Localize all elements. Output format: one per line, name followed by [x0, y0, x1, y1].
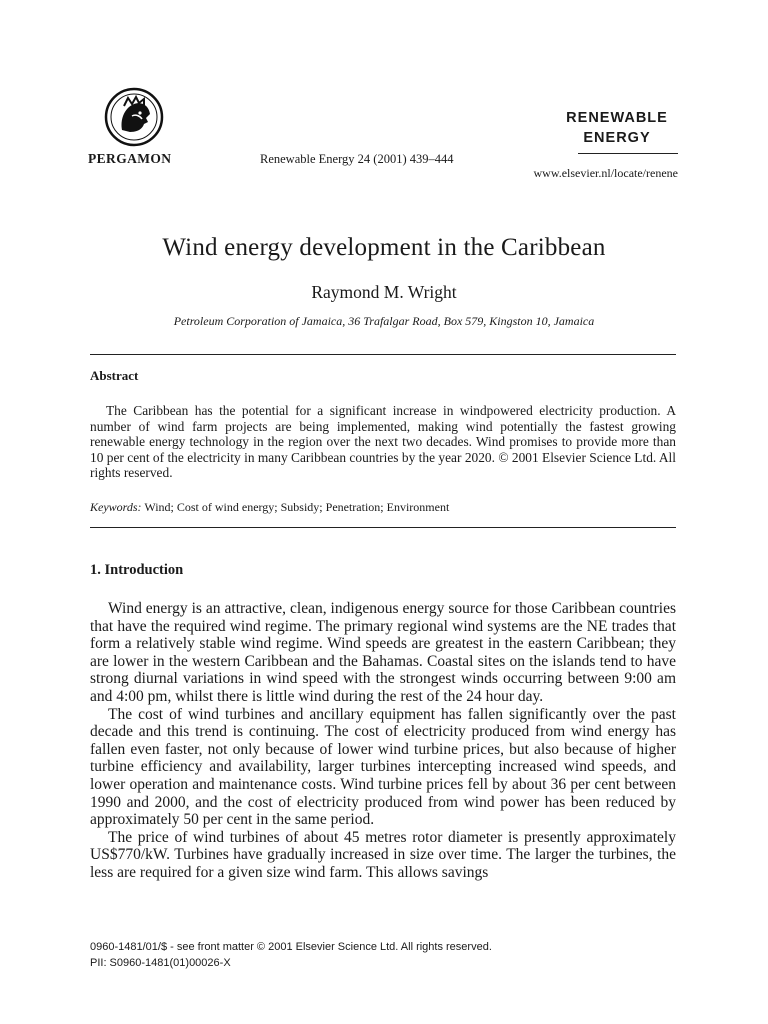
journal-name: [556, 108, 678, 148]
section-heading-introduction: 1. Introduction: [90, 562, 184, 578]
introduction-body: [90, 600, 676, 882]
keywords-label: Keywords:: [90, 500, 142, 514]
keywords-list: Wind; Cost of wind energy; Subsidy; Penetration; Environment: [141, 500, 450, 514]
page-footer: [90, 940, 492, 971]
abstract-text: The Caribbean has the potential for a significant increase in windpowered electricity production. A number of wind farm projects are being implemented, making wind potentially the fastest growing renewable energy technology in the region over the next two decades. Wind promises to provide more than 10 per cent of the electricity in many Caribbean countries by the year 2020. © 2001 Elsevier Science Ltd. All rights reserved.: [90, 403, 676, 481]
abstract-bottom-divider: [90, 527, 676, 528]
paragraph: The cost of wind turbines and ancillary equipment has fallen significantly over the past decade and this trend is continuing. The cost of electricity produced from wind energy has fallen even faster, not only because of lower wind turbine prices, but also because of higher turbine efficiency and availability, larger turbines intercepting increased wind speeds, and lower operation and maintenance costs. Wind turbine prices fell by about 36 per cent between 1990 and 2000, and the cost of electricity produced from wind power has been reduced by approximately 50 per cent in the same period.: [90, 705, 676, 829]
article-title: Wind energy development in the Caribbean: [162, 234, 606, 261]
footer-copyright: 0960-1481/01/$ - see front matter © 2001 Elsevier Science Ltd. All rights reserved.: [90, 941, 492, 953]
pergamon-logo-icon: [104, 86, 164, 148]
author-affiliation: Petroleum Corporation of Jamaica, 36 Trafalgar Road, Box 579, Kingston 10, Jamaica: [173, 314, 595, 328]
journal-divider: [578, 153, 678, 154]
abstract-heading: Abstract: [90, 368, 139, 383]
publisher-name: PERGAMON: [88, 151, 172, 166]
keywords: [90, 500, 676, 515]
journal-citation: Renewable Energy 24 (2001) 439–444: [260, 152, 454, 166]
journal-name-line2: ENERGY: [583, 130, 651, 146]
journal-url[interactable]: www.elsevier.nl/locate/renene: [533, 166, 678, 180]
paragraph: Wind energy is an attractive, clean, indigenous energy source for those Caribbean countries that have the required wind regime. The primary regional wind systems are the NE trades that form a relatively stable wind regime. Wind speeds are greatest in the eastern Caribbean; they are lower in the western Caribbean and the Bahamas. Coastal sites on the islands tend to have strong diurnal variations in wind speed with the strongest winds occurring between 9:00 am and 4:00 pm, whilst there is little wind during the rest of the 24 hour day.: [90, 600, 676, 705]
author-name: Raymond M. Wright: [311, 282, 457, 302]
abstract-top-divider: [90, 354, 676, 355]
journal-name-line1: RENEWABLE: [566, 110, 668, 126]
paragraph: The price of wind turbines of about 45 metres rotor diameter is presently approximately US$770/kW. Turbines have gradually increased in size over time. The larger the turbines, the less are required for a given size wind farm. This allows savings: [90, 828, 676, 881]
footer-pii: PII: S0960-1481(01)00026-X: [90, 956, 231, 969]
